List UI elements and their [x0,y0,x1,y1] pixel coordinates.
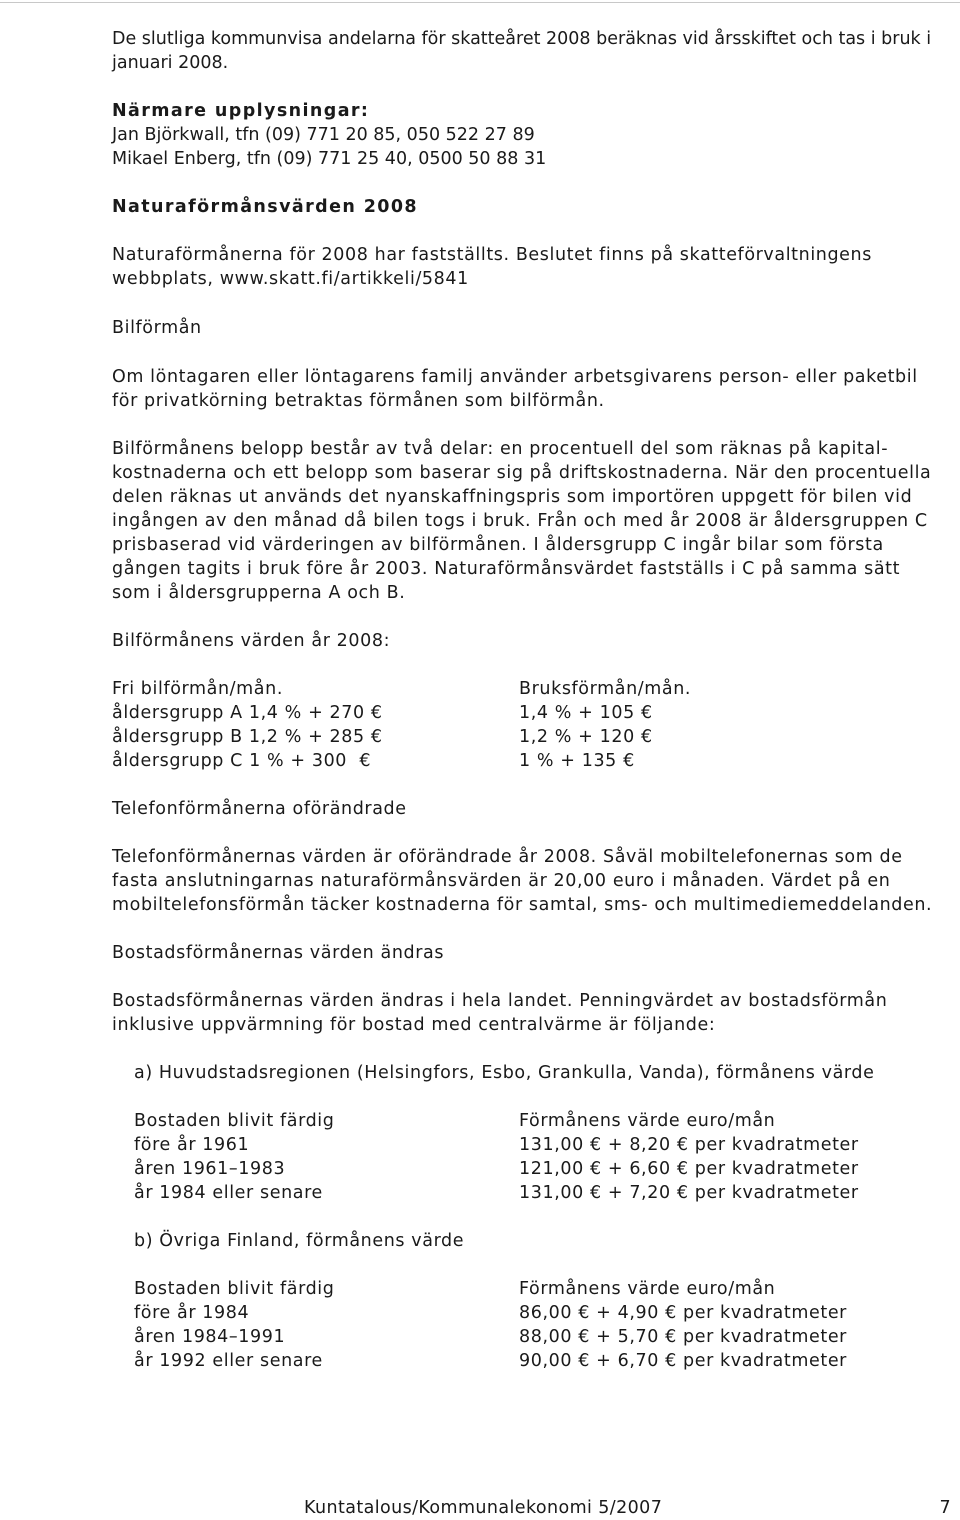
table-row [134,1301,940,1325]
bostad-region-b-title: b) Övriga Finland, förmånens värde [134,1231,465,1251]
table-row [112,749,940,773]
intro-paragraph: De slutliga kommunvisa andelarna för skatteåret 2008 beräknas vid årsskiftet och tas i bruk i januari 2008. [112,29,932,73]
table-cell: åren 1984–1991 [134,1327,286,1347]
table-cell: före år 1984 [134,1303,250,1323]
table-header-cell: Bostaden blivit färdig [134,1111,335,1131]
bostad-heading: Bostadsförmånernas värden ändras [112,943,445,963]
table-cell: åldersgrupp C 1 % + 300 € [112,751,372,771]
table-row [134,1133,940,1157]
page-footer [0,1496,955,1520]
table-cell: 131,00 € + 7,20 € per kvadratmeter [519,1183,859,1203]
page-number: 7 [939,1498,951,1518]
table-header-row [112,677,940,701]
document-page [112,27,940,1373]
table-cell: 1 % + 135 € [519,751,635,771]
bil-paragraph-2: Bilförmånens belopp består av två delar: en procentuell del som räknas på kapitalkostnaderna och ett belopp som baserar sig på driftskostnaderna. När den procentuella delen räknas ut används det nyanskaffningspris som importören uppgett för bilen vid ingången av den månad då bilen togs i bruk. Från och med år 2008 är åldersgruppen C prisbaserad vid värderingen av bilförmånen. I åldersgrupp C ingår bilar som första gången tagits i bruk före år 2003. Naturaförmånsvärdet fastställs i C på samma sätt som i åldersgrupperna A och B. [112,439,932,603]
table-row [134,1349,940,1373]
top-rule [0,2,960,3]
table-cell: år 1984 eller senare [134,1183,323,1203]
table-cell: 121,00 € + 6,60 € per kvadratmeter [519,1159,859,1179]
table-row [134,1157,940,1181]
natura-heading: Naturaförmånsvärden 2008 [112,197,419,217]
table-header-row [134,1277,940,1301]
table-row [134,1181,940,1205]
table-cell: 86,00 € + 4,90 € per kvadratmeter [519,1303,847,1323]
natura-paragraph: Naturaförmånerna för 2008 har fastställts. Beslutet finns på skatteförvaltningens webbplats, www.skatt.fi/artikkeli/5841 [112,245,872,289]
telefon-heading: Telefonförmånerna oförändrade [112,799,407,819]
table-cell: 1,4 % + 105 € [519,703,653,723]
telefon-paragraph: Telefonförmånernas värden är oförändrade år 2008. Såväl mobiltelefonernas som de fasta anslutningarnas naturaförmånsvärden är 20,00 euro i månaden. Värdet på en mobiltelefonsförmån täcker kostnaderna för samtal, sms- och multimediemeddelanden. [112,847,933,915]
table-row [112,725,940,749]
table-row [134,1325,940,1349]
bostad-region-b-table [112,1277,940,1373]
table-cell: åldersgrupp B 1,2 % + 285 € [112,727,383,747]
bil-heading: Bilförmån [112,318,202,338]
bostad-paragraph: Bostadsförmånernas värden ändras i hela landet. Penningvärdet av bostadsförmån inklusive uppvärmning för bostad med centralvärme är följande: [112,991,888,1035]
bil-values-table [112,677,940,773]
table-cell: 1,2 % + 120 € [519,727,653,747]
table-header-cell: Bruksförmån/mån. [519,679,692,699]
table-cell: åren 1961–1983 [134,1159,286,1179]
table-cell: 131,00 € + 8,20 € per kvadratmeter [519,1135,859,1155]
table-cell: före år 1961 [134,1135,250,1155]
table-header-cell: Förmånens värde euro/mån [519,1279,776,1299]
table-header-row [134,1109,940,1133]
table-cell: 88,00 € + 5,70 € per kvadratmeter [519,1327,847,1347]
contact-line: Jan Björkwall, tfn (09) 771 20 85, 050 522 27 89 [112,125,535,145]
bil-paragraph-1: Om löntagaren eller löntagarens familj använder arbetsgivarens person- eller paketbil för privatkörning betraktas förmånen som bilförmån. [112,367,918,411]
table-cell: 90,00 € + 6,70 € per kvadratmeter [519,1351,847,1371]
contact-line: Mikael Enberg, tfn (09) 771 25 40, 0500 50 88 31 [112,149,547,169]
bostad-region-a-title: a) Huvudstadsregionen (Helsingfors, Esbo, Grankulla, Vanda), förmånens värde [134,1063,875,1083]
contact-heading: Närmare upplysningar: [112,101,370,121]
table-cell: åldersgrupp A 1,4 % + 270 € [112,703,383,723]
table-header-cell: Fri bilförmån/mån. [112,679,283,699]
table-cell: år 1992 eller senare [134,1351,323,1371]
bostad-region-a-table [112,1109,940,1205]
table-row [112,701,940,725]
table-header-cell: Förmånens värde euro/mån [519,1111,776,1131]
bil-values-heading: Bilförmånens värden år 2008: [112,631,391,651]
table-header-cell: Bostaden blivit färdig [134,1279,335,1299]
footer-publication: Kuntatalous/Kommunalekonomi 5/2007 [304,1498,663,1518]
